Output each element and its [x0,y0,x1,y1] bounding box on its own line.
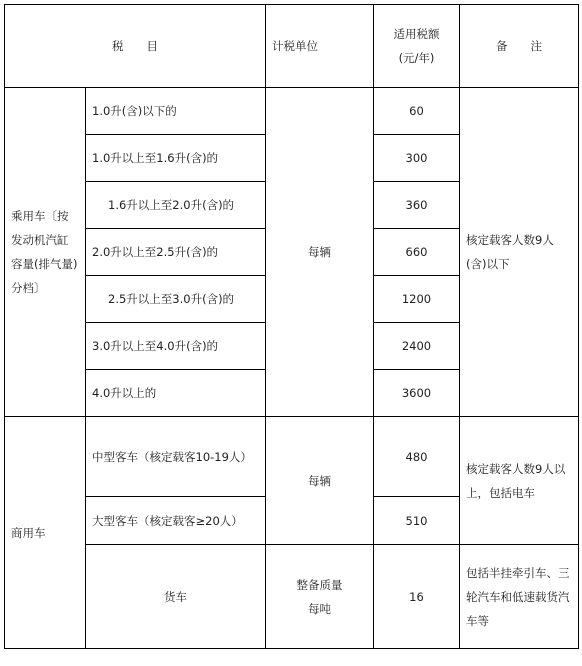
passenger-category: 乘用车〔按发动机汽缸容量(排气量)分档〕 [5,88,86,417]
row-item: 中型客车（核定载客10-19人） [86,417,266,497]
row-item: 3.0升以上至4.0升(含)的 [86,323,266,370]
header-note: 备 注 [460,5,579,88]
header-unit: 计税单位 [266,5,374,88]
truck-unit [266,545,374,649]
row-rate: 300 [374,135,460,182]
header-tax-item: 税 目 [5,5,266,88]
truck-unit-line2: 每吨 [308,601,331,616]
truck-unit-line1: 整备质量 [296,577,343,592]
row-item: 1.0升以上至1.6升(含)的 [86,135,266,182]
truck-note: 包括半挂牵引车、三轮汽车和低速载货汽车等 [460,545,579,649]
row-rate: 60 [374,88,460,135]
vehicle-tax-table [4,4,579,649]
passenger-note: 核定载客人数9人(含)以下 [460,88,579,417]
passenger-unit: 每辆 [266,88,374,417]
row-item: 4.0升以上的 [86,370,266,417]
row-rate: 3600 [374,370,460,417]
table-header-row [5,5,579,88]
row-rate: 1200 [374,276,460,323]
truck-item: 货车 [86,545,266,649]
commercial-category: 商用车 [5,417,86,649]
bus-unit: 每辆 [266,417,374,545]
row-rate: 360 [374,182,460,229]
row-item: 大型客车（核定载客≥20人） [86,497,266,545]
header-rate-line1: 适用税额 [393,27,440,41]
table-row [5,417,579,497]
row-rate: 2400 [374,323,460,370]
row-item: 1.6升以上至2.0升(含)的 [86,182,266,229]
header-rate-line2: (元/年) [398,51,435,65]
truck-rate: 16 [374,545,460,649]
bus-note: 核定载客人数9人以上，包括电车 [460,417,579,545]
row-rate: 480 [374,417,460,497]
table-row [5,545,579,649]
table-row [5,88,579,135]
header-rate [374,5,460,88]
row-item: 2.5升以上至3.0升(含)的 [86,276,266,323]
row-rate: 510 [374,497,460,545]
row-rate: 660 [374,229,460,276]
row-item: 2.0升以上至2.5升(含)的 [86,229,266,276]
row-item: 1.0升(含)以下的 [86,88,266,135]
